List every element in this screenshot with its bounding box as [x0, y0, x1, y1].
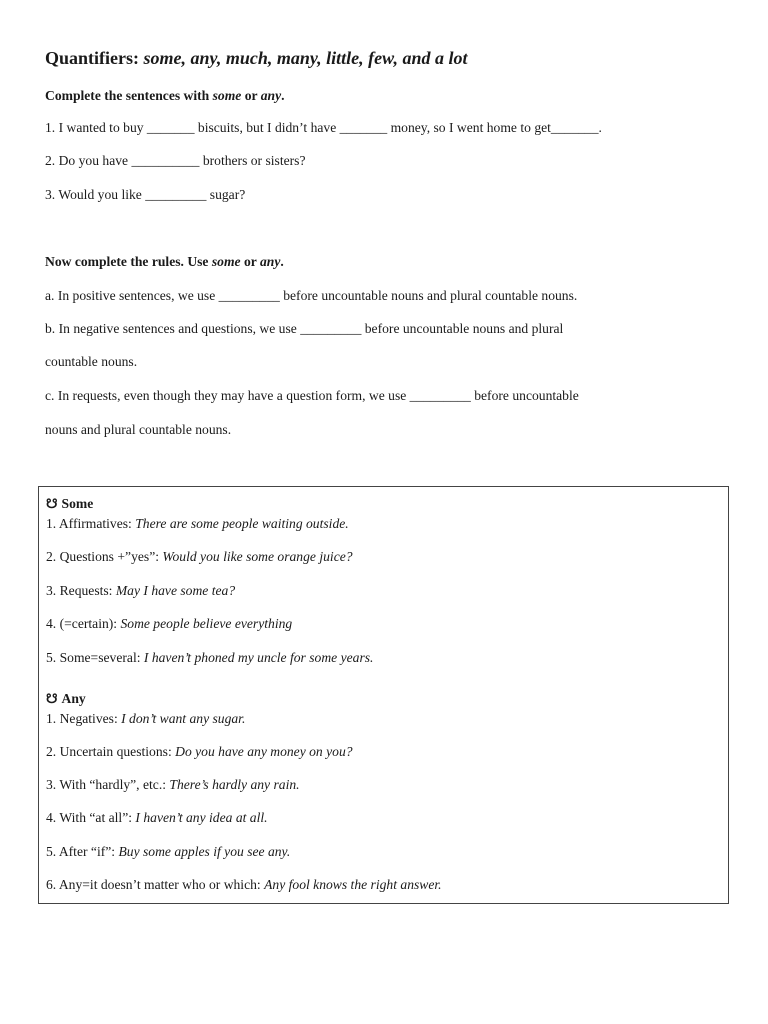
- title-prefix: Quantifiers:: [45, 48, 139, 68]
- some-item-3: [46, 584, 235, 598]
- some-item-1: [46, 517, 349, 531]
- item-example: I haven’t phoned my uncle for some years.: [143, 650, 374, 665]
- heading-or: or: [241, 88, 261, 103]
- reference-box: [38, 486, 729, 904]
- some-item-2: [46, 550, 353, 564]
- item-label: 5. Some=several:: [46, 650, 144, 665]
- item-example: There are some people waiting outside.: [135, 516, 349, 531]
- rule-c: c. In requests, even though they may have a question form, we use _________ before uncountable: [45, 388, 579, 403]
- any-section-heading: [46, 692, 86, 706]
- item-label: 5. After “if”:: [46, 844, 119, 859]
- item-example: I haven’t any idea at all.: [135, 810, 268, 825]
- rule-b: b. In negative sentences and questions, we use _________ before uncountable nouns and plural: [45, 321, 564, 336]
- any-item-3: [46, 778, 300, 792]
- some-item-5: [46, 651, 373, 665]
- rule-a: a. In positive sentences, we use _________ before uncountable nouns and plural countable nouns.: [45, 288, 578, 303]
- heading-some: some: [212, 88, 242, 103]
- any-item-4: [46, 811, 268, 825]
- item-example: I don’t want any sugar.: [121, 711, 246, 726]
- heading-or: or: [240, 254, 260, 269]
- item-example: There’s hardly any rain.: [169, 777, 300, 792]
- node-symbol-icon: ☋: [46, 496, 58, 511]
- item-label: 2. Questions +”yes”:: [46, 549, 163, 564]
- item-example: Some people believe everything: [120, 616, 293, 631]
- heading-any: any: [259, 254, 281, 269]
- node-symbol-icon: ☋: [46, 691, 58, 706]
- exercise1-heading: [45, 89, 285, 103]
- item-label: 1. Negatives:: [46, 711, 122, 726]
- item-label: 2. Uncertain questions:: [46, 744, 176, 759]
- item-example: Would you like some orange juice?: [162, 549, 353, 564]
- item-label: 1. Affirmatives:: [46, 516, 136, 531]
- item-example: Buy some apples if you see any.: [118, 844, 291, 859]
- exercise2-heading: [45, 255, 284, 269]
- any-item-5: [46, 845, 290, 859]
- item-label: 4. (=certain):: [46, 616, 121, 631]
- some-item-4: [46, 617, 292, 631]
- rule-c-continued: nouns and plural countable nouns.: [45, 422, 232, 437]
- rule-b-continued: countable nouns.: [45, 354, 138, 369]
- any-item-6: [46, 878, 442, 892]
- item-example: Do you have any money on you?: [175, 744, 353, 759]
- heading-any: any: [260, 88, 282, 103]
- item-label: 3. With “hardly”, etc.:: [46, 777, 170, 792]
- item-label: 3. Requests:: [46, 583, 116, 598]
- item-example: May I have some tea?: [115, 583, 236, 598]
- any-item-1: [46, 712, 245, 726]
- heading-text: Complete the sentences with: [45, 88, 213, 103]
- some-section-heading: [46, 497, 93, 511]
- any-heading-label: Any: [61, 691, 86, 706]
- item-label: 4. With “at all”:: [46, 810, 136, 825]
- item-example: Any fool knows the right answer.: [264, 877, 442, 892]
- any-item-2: [46, 745, 353, 759]
- item-label: 6. Any=it doesn’t matter who or which:: [46, 877, 265, 892]
- exercise1-item-1: 1. I wanted to buy _______ biscuits, but I didn’t have _______ money, so I went home to get_______.: [45, 120, 602, 135]
- title-italic: some, any, much, many, little, few, and a lot: [143, 48, 468, 68]
- exercise1-item-3: 3. Would you like _________ sugar?: [45, 187, 246, 202]
- some-heading-label: Some: [61, 496, 94, 511]
- heading-period: .: [281, 88, 285, 103]
- exercise1-item-2: 2. Do you have __________ brothers or sisters?: [45, 153, 306, 168]
- heading-some: some: [211, 254, 241, 269]
- page-title: [45, 49, 468, 67]
- heading-text: Now complete the rules. Use: [45, 254, 212, 269]
- heading-period: .: [280, 254, 284, 269]
